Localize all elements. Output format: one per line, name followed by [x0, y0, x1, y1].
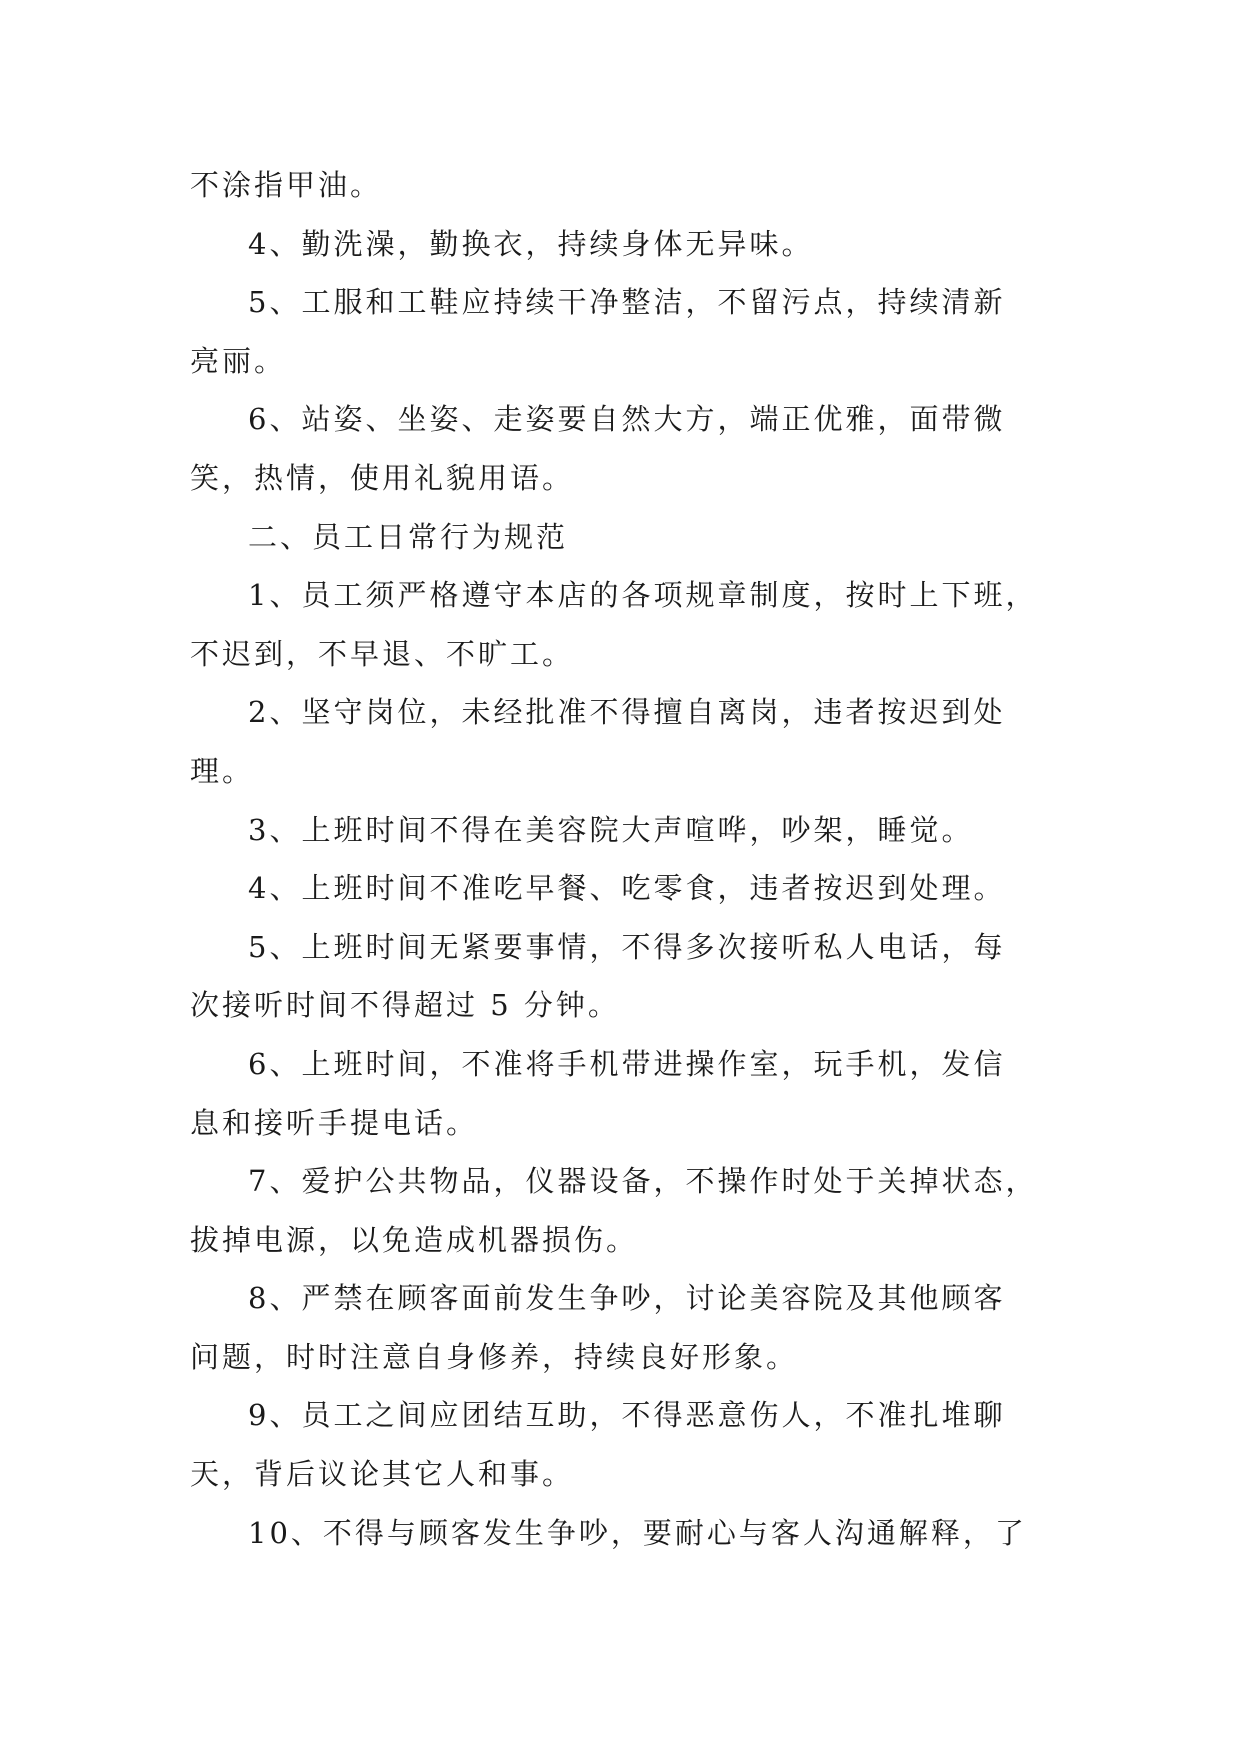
- paragraph-line: 5、工服和工鞋应持续干净整洁，不留污点，持续清新: [248, 285, 1006, 320]
- paragraph-line: 天，背后议论其它人和事。: [190, 1457, 575, 1492]
- paragraph-line: 不涂指甲油。: [190, 168, 383, 202]
- paragraph-line: 拔掉电源，以免造成机器损伤。: [190, 1222, 639, 1257]
- paragraph-line: 8、严禁在顾客面前发生争吵，讨论美容院及其他顾客: [248, 1281, 1006, 1316]
- paragraph-line: 5、上班时间无紧要事情，不得多次接听私人电话，每: [248, 929, 1006, 964]
- paragraph-line: 3、上班时间不得在美容院大声喧哗，吵架，睡觉。: [248, 812, 974, 847]
- paragraph-line: 问题，时时注意自身修养，持续良好形象。: [190, 1339, 799, 1374]
- paragraph-line: 7、爱护公共物品，仪器设备，不操作时处于关掉状态，: [248, 1164, 1038, 1199]
- paragraph-line: 9、员工之间应团结互助，不得恶意伤人，不准扎堆聊: [248, 1398, 1006, 1433]
- paragraph-line: 2、坚守岗位，未经批准不得擅自离岗，违者按迟到处: [248, 695, 1006, 730]
- paragraph-line: 1、员工须严格遵守本店的各项规章制度，按时上下班，: [248, 578, 1038, 613]
- paragraph-line: 不迟到，不早退、不旷工。: [190, 636, 575, 671]
- paragraph-line: 4、勤洗澡，勤换衣，持续身体无异味。: [248, 226, 814, 261]
- paragraph-line: 6、上班时间，不准将手机带进操作室，玩手机，发信: [248, 1046, 1006, 1081]
- paragraph-line: 亮丽。: [190, 343, 287, 378]
- paragraph-line: 10、不得与顾客发生争吵，要耐心与客人沟通解释，了: [248, 1515, 1027, 1550]
- paragraph-line: 笑，热情，使用礼貌用语。: [190, 460, 575, 495]
- paragraph-line: 4、上班时间不准吃早餐、吃零食，违者按迟到处理。: [248, 871, 1006, 906]
- paragraph-line: 6、站姿、坐姿、走姿要自然大方，端正优雅，面带微: [248, 402, 1006, 437]
- paragraph-line: 理。: [190, 753, 255, 788]
- document-body: [190, 156, 1060, 1562]
- section-heading: 二、员工日常行为规范: [248, 519, 569, 554]
- paragraph-line: 次接听时间不得超过 5 分钟。: [190, 988, 620, 1023]
- paragraph-line: 息和接听手提电话。: [190, 1105, 479, 1140]
